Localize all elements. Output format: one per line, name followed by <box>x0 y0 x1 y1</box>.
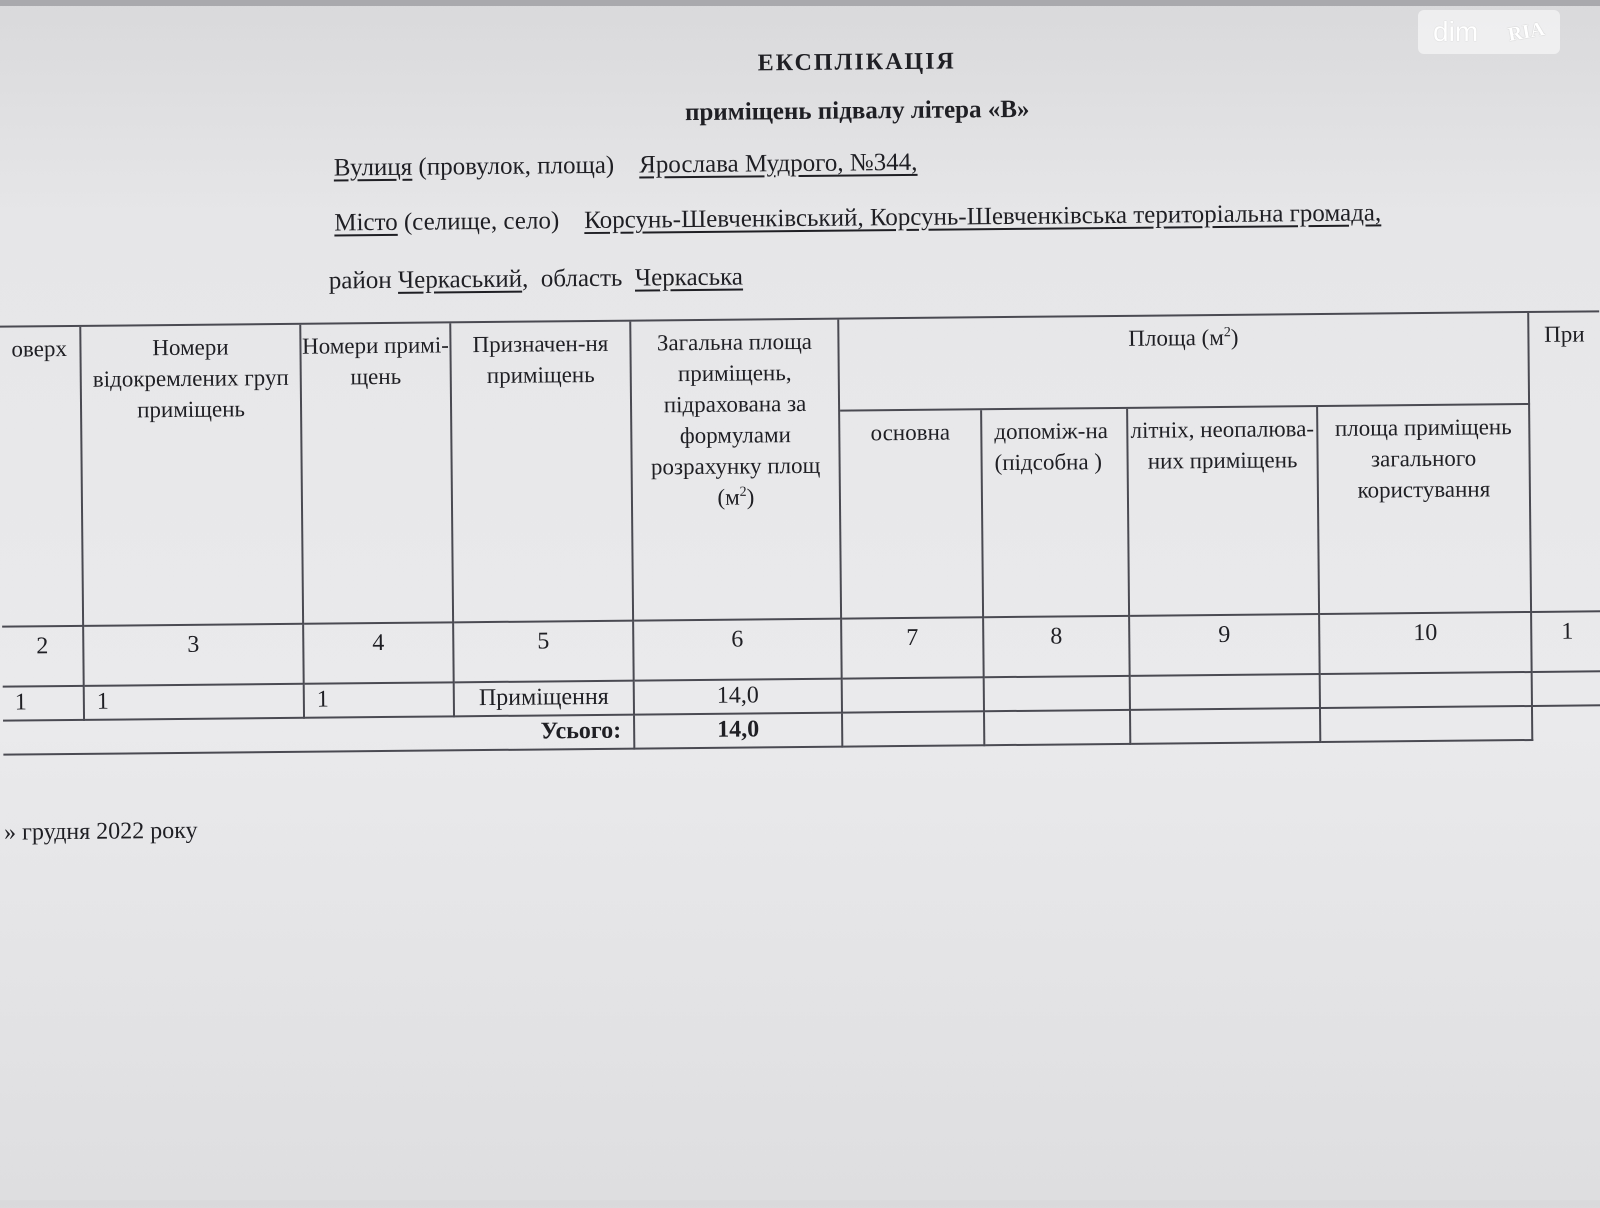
total-value: 14,0 <box>635 714 843 750</box>
col-number-last: 1 <box>1532 612 1600 673</box>
header-total-area <box>631 320 842 622</box>
header-main-area: основна <box>840 410 984 619</box>
dimria-watermark <box>1418 10 1560 54</box>
total-main-area <box>843 712 985 747</box>
city-value: Корсунь-Шевченківський, Корсунь-Шевченківська територіальна громада, <box>584 199 1382 235</box>
header-group-numbers: Номери відокремлених груп приміщень <box>81 325 304 627</box>
header-summer-area: літніх, неопалюва-них приміщень <box>1128 407 1320 617</box>
street-value: Ярослава Мудрого, №344, <box>639 148 918 179</box>
col-number-5: 5 <box>454 622 635 684</box>
header-total-area-text: Загальна площа приміщень, підрахована за формулами розрахунку площ <box>650 328 821 480</box>
area-group-label: Площа (м <box>1128 324 1224 351</box>
area-group-power: 2 <box>1223 325 1231 341</box>
header-room-numbers: Номери примі-щень <box>301 323 454 624</box>
street-hint: (провулок, площа) <box>418 151 615 181</box>
header-area-group <box>839 313 1530 412</box>
col-number-2: 2 <box>2 627 85 688</box>
header-floor: оверх <box>0 327 84 628</box>
row1-total-area: 14,0 <box>635 680 843 716</box>
row1-common-area <box>1321 673 1533 709</box>
watermark-ria: RIA <box>1506 17 1547 46</box>
total-summer-area <box>1131 709 1321 745</box>
document-title: ЕКСПЛІКАЦІЯ <box>757 48 956 77</box>
city-hint: (селище, село) <box>403 207 560 236</box>
area-group-close: ) <box>1230 324 1239 350</box>
street-line <box>334 149 918 183</box>
header-total-area-unit: (м <box>717 484 740 510</box>
row1-group: 1 <box>85 685 305 721</box>
city-label: Місто <box>334 208 398 237</box>
col-number-7: 7 <box>842 618 985 679</box>
total-auxiliary-area <box>985 711 1131 746</box>
street-label: Вулиця <box>333 153 413 182</box>
total-common-area <box>1321 707 1533 743</box>
row1-main-area <box>843 678 985 713</box>
row1-purpose: Приміщення <box>455 682 635 718</box>
region-value: Черкаська <box>634 263 744 292</box>
document-date: » грудня 2022 року <box>3 817 198 846</box>
document-subtitle: приміщень підвалу літера «В» <box>684 95 1030 127</box>
row1-last <box>1533 672 1600 707</box>
header-last-column: При <box>1529 312 1600 613</box>
watermark-dim: dim <box>1433 16 1479 47</box>
col-number-4: 4 <box>304 623 455 684</box>
col-number-3: 3 <box>84 625 305 687</box>
row1-floor: 1 <box>3 687 85 722</box>
col-number-8: 8 <box>984 617 1131 678</box>
col-number-9: 9 <box>1130 615 1321 677</box>
district-label: район <box>328 266 392 295</box>
city-line <box>334 199 1381 237</box>
district-value: Черкаський <box>397 265 523 294</box>
header-auxiliary-area: допоміж-на (підсобна ) <box>982 409 1130 618</box>
row1-auxiliary-area <box>985 677 1131 712</box>
unit-close: ) <box>746 484 755 510</box>
col-number-10: 10 <box>1320 613 1533 675</box>
region-label: область <box>540 264 623 293</box>
header-room-purpose: Призначен-ня приміщень <box>451 322 634 624</box>
row1-room: 1 <box>305 683 455 718</box>
row1-summer-area <box>1131 675 1321 711</box>
district-line: район Черкаський, область Черкаська <box>328 263 744 295</box>
unit-power: 2 <box>739 484 747 500</box>
header-common-area: площа приміщень загального користування <box>1318 405 1532 615</box>
total-label: Усього: <box>3 716 635 756</box>
col-number-6: 6 <box>634 620 843 682</box>
